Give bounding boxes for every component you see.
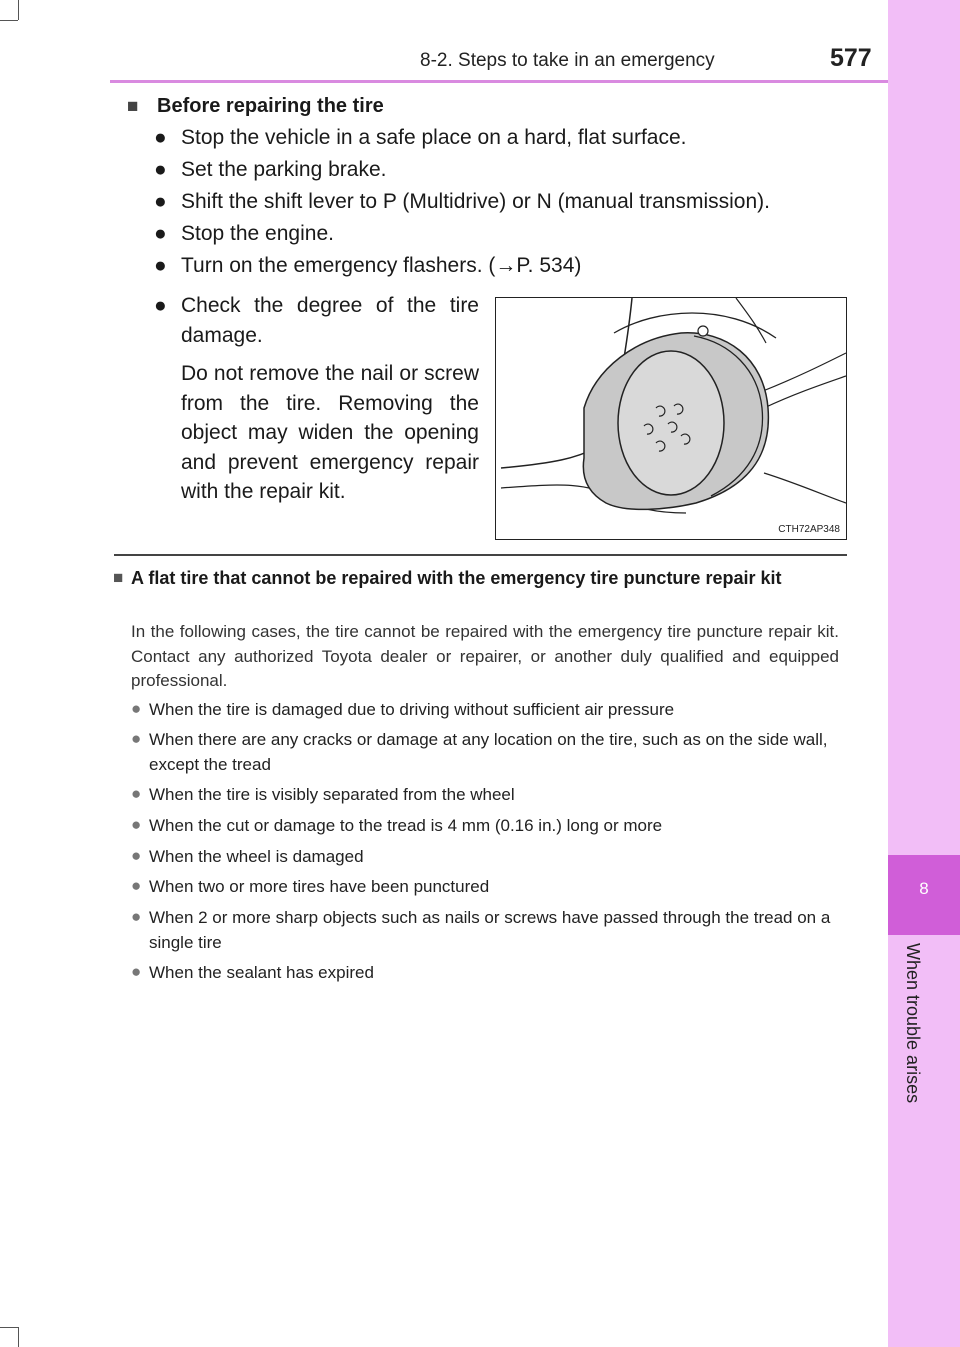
section-marker-icon: ■ bbox=[113, 568, 124, 587]
section-heading: A flat tire that cannot be repaired with the emergency tire puncture repair kit bbox=[131, 568, 782, 588]
bullet-icon: ● bbox=[131, 699, 142, 718]
figure-code: CTH72AP348 bbox=[778, 524, 840, 535]
bullet-icon: ● bbox=[131, 784, 142, 803]
step-item: Set the parking brake. bbox=[181, 158, 387, 181]
chapter-number: 8 bbox=[919, 879, 929, 898]
bullet-icon: ● bbox=[131, 962, 142, 981]
case-item: When 2 or more sharp objects such as nails or screws have passed through the tread on a single tire bbox=[149, 908, 831, 952]
bullet-icon: ● bbox=[131, 907, 142, 926]
case-item: When the cut or damage to the tread is 4 mm (0.16 in.) long or more bbox=[149, 816, 663, 835]
bullet-icon: ● bbox=[131, 846, 142, 865]
step-item: Shift the shift lever to P (Multidrive) or N (manual transmission). bbox=[181, 190, 770, 213]
case-item: When the tire is damaged due to driving without sufficient air pressure bbox=[149, 700, 675, 719]
crop-mark bbox=[0, 1327, 18, 1328]
case-item: When the wheel is damaged bbox=[149, 847, 364, 866]
header-rule bbox=[110, 80, 888, 83]
section-label: 8-2. Steps to take in an emergency bbox=[420, 50, 715, 71]
step-note: Do not remove the nail or screw from the tire. Removing the object may widen the opening and prevent emergency repair with the repair kit. bbox=[181, 362, 479, 503]
crop-mark bbox=[0, 20, 18, 21]
bullet-icon: ● bbox=[154, 158, 167, 181]
section-heading: Before repairing the tire bbox=[157, 95, 384, 117]
bullet-icon: ● bbox=[154, 190, 167, 213]
chapter-title bbox=[893, 943, 929, 1133]
step-item: Turn on the emergency flashers. (→P. 534) bbox=[181, 254, 582, 277]
section-divider bbox=[114, 554, 847, 556]
case-item: When there are any cracks or damage at any location on the tire, such as on the side wall, except the tread bbox=[149, 730, 828, 774]
chapter-sidebar bbox=[888, 0, 960, 1347]
intro-paragraph: In the following cases, the tire cannot be repaired with the emergency tire puncture repair kit. Contact any authorized Toyota dealer or repairer, or another duly qualified and equipped professional. bbox=[131, 622, 839, 690]
page-number: 577 bbox=[830, 44, 872, 72]
bullet-icon: ● bbox=[131, 815, 142, 834]
case-item: When the tire is visibly separated from the wheel bbox=[149, 785, 515, 804]
bullet-icon: ● bbox=[131, 876, 142, 895]
bullet-icon: ● bbox=[154, 254, 167, 277]
chapter-title-text: When trouble arises bbox=[903, 943, 923, 1104]
crop-mark bbox=[18, 0, 19, 20]
case-item: When the sealant has expired bbox=[149, 963, 374, 982]
chapter-tab[interactable] bbox=[888, 855, 960, 935]
bullet-icon: ● bbox=[154, 222, 167, 245]
step-item: Stop the vehicle in a safe place on a hard, flat surface. bbox=[181, 126, 687, 149]
bullet-icon: ● bbox=[154, 294, 167, 317]
bullet-icon: ● bbox=[131, 729, 142, 748]
case-item: When two or more tires have been punctured bbox=[149, 877, 490, 896]
tire-drawing bbox=[496, 298, 846, 539]
tire-illustration bbox=[495, 297, 847, 540]
section-marker-icon: ■ bbox=[127, 96, 139, 117]
step-item: Check the degree of the tire damage. bbox=[181, 294, 479, 347]
crop-mark bbox=[18, 1327, 19, 1347]
step-item: Stop the engine. bbox=[181, 222, 334, 245]
bullet-icon: ● bbox=[154, 126, 167, 149]
